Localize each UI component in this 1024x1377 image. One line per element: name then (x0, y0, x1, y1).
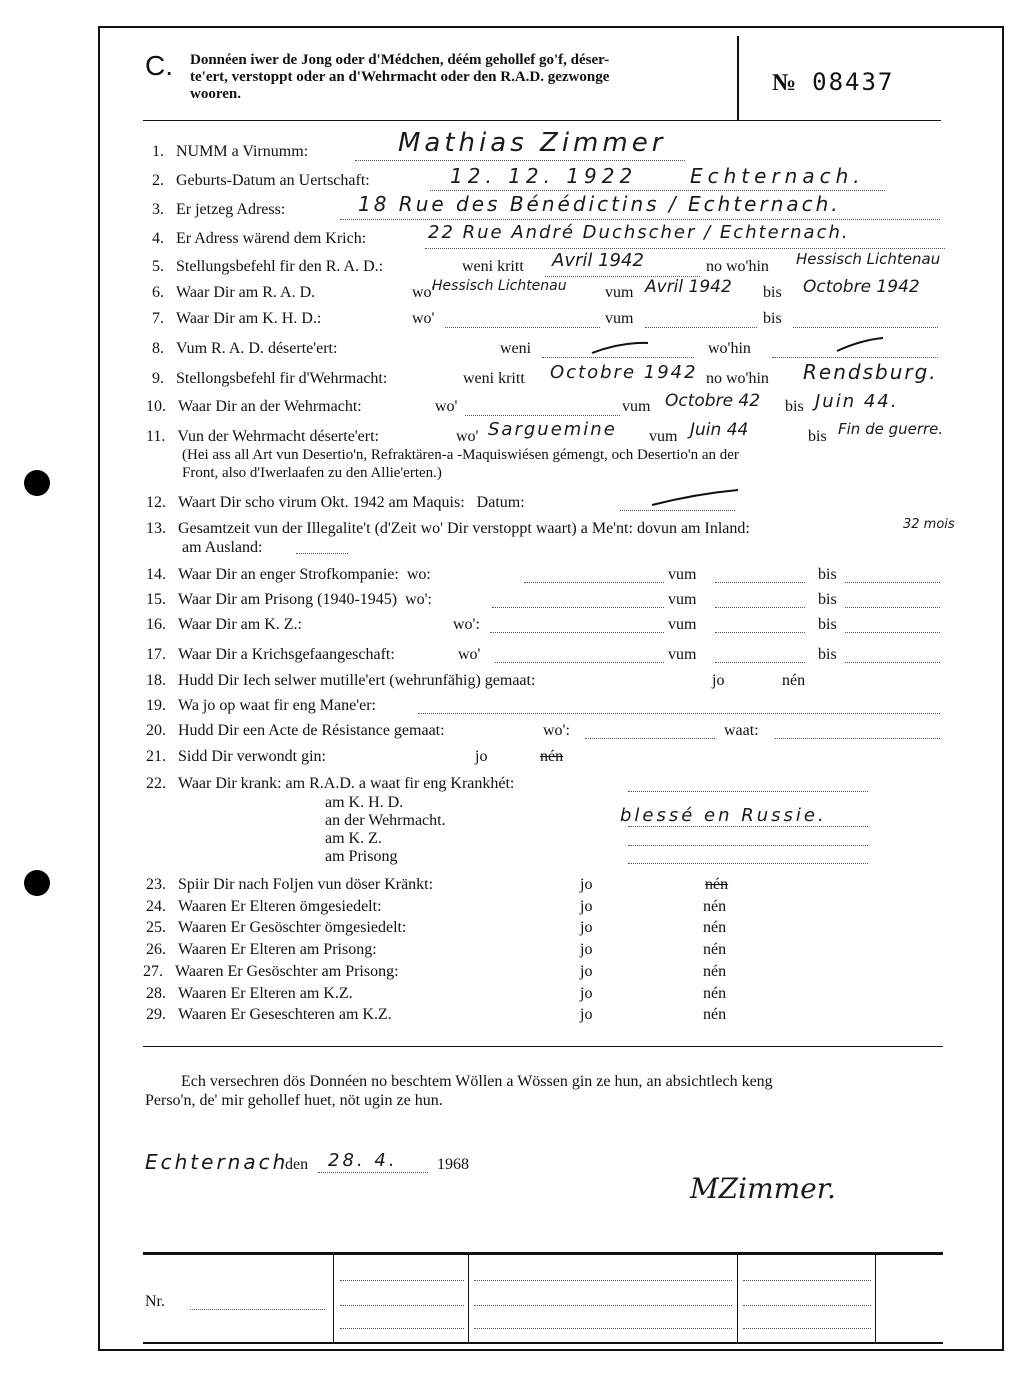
vum-label: vum (668, 566, 697, 583)
wehrmacht-until-value: Juin 44. (815, 391, 899, 412)
row-label: Waar Dir an der Wehrmacht: (178, 398, 362, 415)
nen-option[interactable]: nén (703, 898, 727, 915)
sub-label: am K. Z. (325, 830, 382, 847)
jo-option[interactable]: jo (712, 672, 725, 689)
row-18 (146, 672, 535, 690)
row-number: 21. (146, 748, 166, 765)
row-number: 2. (152, 172, 164, 189)
row-number: 17. (146, 646, 166, 663)
wehrmacht-place-value: Rendsburg. (803, 360, 938, 384)
row-label: Geburts-Datum an Uertschaft: (176, 172, 370, 189)
signature-place: Echternach (145, 1150, 289, 1174)
answer-line[interactable] (585, 738, 715, 739)
header-title-line: wooren. (190, 86, 241, 102)
wohin-label: wo'hin (708, 340, 751, 357)
answer-line[interactable] (445, 327, 600, 328)
header-title-line: Donnéen iwer de Jong oder d'Médchen, déém gehollef go'f, déser- (190, 52, 610, 68)
header-title (190, 52, 609, 103)
strike-mark (835, 336, 885, 354)
answer-line[interactable] (793, 327, 938, 328)
frame-right (1002, 26, 1004, 1351)
row-label: Spiir Dir nach Foljen vun döser Kränkt: (178, 876, 434, 893)
vum-label: vum (622, 398, 651, 415)
header-title-line: te'ert, verstoppt oder an d'Wehrmacht oder den R.A.D. gezwonge (190, 69, 610, 85)
section-letter: C. (145, 50, 173, 81)
answer-line[interactable] (425, 248, 945, 249)
answer-line[interactable] (845, 632, 940, 633)
row-label: Vun der Wehrmacht déserte'ert: (177, 428, 379, 445)
answer-line[interactable] (715, 662, 805, 663)
frame-bottom (98, 1349, 1004, 1351)
row-number: 22. (146, 775, 166, 792)
row-number: 28. (146, 985, 166, 1002)
row-13 (146, 520, 750, 538)
bis-label: bis (818, 591, 837, 608)
frame-top (98, 26, 1004, 28)
row-number: 8. (152, 340, 164, 357)
section-rule (143, 1046, 943, 1047)
row-25 (146, 919, 406, 937)
row-number: 7. (152, 310, 164, 327)
row-label: NUMM a Virnumm: (176, 143, 309, 160)
row-number: 29. (146, 1006, 166, 1023)
answer-line[interactable] (490, 632, 664, 633)
row-number: 25. (146, 919, 166, 936)
number-value: 08437 (812, 68, 895, 96)
signature: MZimmer. (690, 1172, 836, 1205)
row-label: Waaren Er Gesöschter am Prisong: (175, 963, 399, 980)
wo-label: wo' (456, 428, 479, 445)
row-number: 3. (152, 201, 164, 218)
footer-cell-line[interactable] (743, 1305, 871, 1306)
answer-line[interactable] (845, 582, 940, 583)
row-22 (146, 775, 514, 793)
row-6 (152, 284, 315, 302)
row-number: 11. (146, 428, 166, 445)
row-number: 13. (146, 520, 166, 537)
answer-line[interactable] (542, 357, 694, 358)
jo-option[interactable]: jo (580, 919, 593, 936)
row-label: Waar Dir an enger Strofkompanie: (178, 566, 399, 583)
row-21 (146, 748, 326, 766)
row-15 (146, 591, 432, 609)
footer-cell-line[interactable] (474, 1280, 732, 1281)
answer-line[interactable] (620, 510, 735, 511)
row-number: 5. (152, 258, 164, 275)
wo-label: wo' (412, 310, 435, 327)
row-14 (146, 566, 431, 584)
answer-line[interactable] (492, 607, 664, 608)
bis-label: bis (785, 398, 804, 415)
answer-line[interactable] (418, 713, 940, 714)
strike-mark (590, 340, 650, 356)
row-label: Waaren Er Geseschteren am K.Z. (178, 1006, 392, 1023)
wohin-label: no wo'hin (706, 370, 769, 387)
jo-option[interactable]: jo (475, 748, 488, 765)
row-label: Waaren Er Elteren ömgesiedelt: (178, 898, 382, 915)
wo-label: wo' (412, 284, 435, 301)
sub-label: am K. H. D. (325, 794, 404, 811)
row-label: Sidd Dir verwondt gin: (178, 748, 326, 765)
row-label: Gesamtzeit vun der Illegalite't (d'Zeit wo' Dir verstoppt waart) a Me'nt: dovun am Inland: (178, 520, 750, 537)
vum-label: vum (668, 646, 697, 663)
row-number: 1. (152, 143, 164, 160)
row-label: Waaren Er Gesöschter ömgesiedelt: (178, 919, 407, 936)
vum-label: vum (668, 616, 697, 633)
row-number: 12. (146, 494, 166, 511)
nen-option[interactable]: nén (703, 963, 727, 980)
wehrmacht-date-value: Octobre 1942 (550, 362, 698, 383)
vum-label: vum (605, 284, 634, 301)
row-label: Hudd Dir Iech selwer mutille'ert (wehrunfähig) gemaat: (178, 672, 536, 689)
bis-label: bis (763, 310, 782, 327)
answer-line[interactable] (340, 219, 940, 220)
wehrmacht-illness-value: blessé en Russie. (620, 805, 827, 826)
jo-option[interactable]: jo (580, 941, 593, 958)
declaration (145, 1072, 773, 1110)
frame-left (98, 26, 100, 1351)
bis-label: bis (763, 284, 782, 301)
row-11 (146, 428, 379, 446)
wehrmacht-from-value: Octobre 42 (665, 391, 761, 411)
jo-option[interactable]: jo (580, 898, 593, 915)
footer-col (468, 1254, 469, 1342)
footer-rule (143, 1342, 943, 1344)
answer-line[interactable] (715, 632, 805, 633)
answer-line[interactable] (628, 826, 868, 827)
rad-wohin-label: no wo'hin (706, 258, 769, 275)
row-9 (152, 370, 387, 388)
answer-line[interactable] (845, 662, 940, 663)
row-number: 15. (146, 591, 166, 608)
bis-label: bis (818, 566, 837, 583)
signature-year: 1968 (437, 1156, 469, 1173)
rad-from-value: Avril 1942 (645, 277, 732, 297)
nen-option[interactable]: nén (703, 919, 727, 936)
declaration-line: Ech versechren dös Donnéen no beschtem Wöllen a Wössen gin ze hun, an absichtlech keng (181, 1073, 773, 1090)
footer-cell-line[interactable] (474, 1305, 732, 1306)
footer-cell-line[interactable] (340, 1280, 464, 1281)
answer-line[interactable] (715, 607, 805, 608)
nen-option[interactable]: nén (703, 941, 727, 958)
row-28 (146, 985, 353, 1003)
footer-cell-line[interactable] (743, 1328, 871, 1329)
bis-label: bis (818, 616, 837, 633)
row-number: 24. (146, 898, 166, 915)
row-1 (152, 143, 308, 161)
answer-line[interactable] (628, 863, 868, 864)
rad-where-value: Hessisch Lichtenau (432, 278, 567, 294)
row-label: Hudd Dir een Acte de Résistance gemaat: (178, 722, 445, 739)
den-label: den (285, 1156, 309, 1173)
row-2 (152, 172, 370, 190)
nen-option[interactable]: nén (703, 985, 727, 1002)
row-number: 26. (146, 941, 166, 958)
nen-option[interactable]: nén (703, 1006, 727, 1023)
vum-label: vum (668, 591, 697, 608)
row-17 (146, 646, 395, 664)
desertion-from-value: Juin 44 (690, 420, 749, 440)
answer-line[interactable] (524, 582, 664, 583)
sub-label: am Prisong (325, 848, 398, 865)
answer-line[interactable] (355, 160, 685, 161)
number-sign: № (772, 70, 797, 96)
footer-col (737, 1254, 738, 1342)
wo-label: wo' (458, 646, 481, 663)
row-27 (143, 963, 399, 981)
row-label: Waar Dir am K. H. D.: (176, 310, 322, 327)
footer-cell-line[interactable] (743, 1280, 871, 1281)
row-number: 16. (146, 616, 166, 633)
row-label: Waar Dir am R. A. D. (176, 284, 316, 301)
jo-option[interactable]: jo (580, 876, 593, 893)
row-label: Waaren Er Elteren am Prisong: (178, 941, 377, 958)
footer-nr-label: Nr. (145, 1293, 165, 1310)
row-label: Waar Dir krank: am R.A.D. a waat fir eng Krankhét: (178, 775, 515, 792)
birth-place-value: Echternach. (690, 164, 865, 188)
nen-option[interactable]: nén (540, 748, 564, 765)
name-value: Mathias Zimmer (398, 128, 667, 158)
answer-line[interactable] (318, 1172, 428, 1173)
vum-label: vum (605, 310, 634, 327)
jo-option[interactable]: jo (580, 963, 593, 980)
datum-label: Datum: (476, 494, 525, 511)
header-divider (737, 36, 739, 120)
row-10 (146, 398, 362, 416)
row-number: 20. (146, 722, 166, 739)
row-3 (152, 201, 285, 219)
wo-label: wo: (406, 566, 431, 583)
answer-line[interactable] (430, 190, 885, 191)
nen-option[interactable]: nén (705, 876, 729, 893)
weni-label: weni (500, 340, 532, 357)
row-number: 23. (146, 876, 166, 893)
answer-line[interactable] (775, 738, 940, 739)
vum-label: vum (649, 428, 678, 445)
row-23 (146, 876, 433, 894)
nen-option[interactable]: nén (782, 672, 806, 689)
answer-line[interactable] (495, 662, 664, 663)
answer-line[interactable] (628, 791, 868, 792)
row-8 (152, 340, 337, 358)
desertion-place-value: Sarguemine (488, 419, 617, 440)
row-19 (146, 697, 376, 715)
row-number: 4. (152, 230, 164, 247)
footer-cell-line[interactable] (340, 1305, 464, 1306)
row-12 (146, 494, 525, 512)
illegality-inland-value: 32 mois (903, 517, 955, 532)
row-11-note: Front, also d'Iwerlaafen zu den Allie'erten.) (182, 465, 442, 481)
row-label: Vum R. A. D. déserte'ert: (176, 340, 338, 357)
rad-place-value: Hessisch Lichtenau (796, 250, 941, 268)
row-label: Waar Dir a Krichsgefaangeschaft: (178, 646, 395, 663)
sub-label: an der Wehrmacht. (325, 812, 446, 829)
declaration-line: Perso'n, de' mir gehollef huet, nöt ugin ze hun. (145, 1092, 443, 1109)
row-number: 14. (146, 566, 166, 583)
row-label: Er jetzeg Adress: (176, 201, 286, 218)
row-label: Stellungsbefehl fir den R. A. D.: (176, 258, 384, 275)
form-number (772, 68, 894, 97)
row-29 (146, 1006, 392, 1024)
row-number: 6. (152, 284, 164, 301)
row-number: 19. (146, 697, 166, 714)
row-label: Er Adress wärend dem Krich: (176, 230, 367, 247)
row-4 (152, 230, 366, 248)
current-address-value: 18 Rue des Bénédictins / Echternach. (358, 192, 841, 216)
row-number: 9. (152, 370, 164, 387)
waat-label: waat: (724, 722, 759, 739)
footer-col (333, 1254, 334, 1342)
row-label: Waar Dir am K. Z.: (178, 616, 302, 633)
footer-cell-line[interactable] (340, 1328, 464, 1329)
answer-line[interactable] (845, 607, 940, 608)
answer-line[interactable] (772, 357, 938, 358)
row-label: Waart Dir scho virum Okt. 1942 am Maquis: (178, 494, 465, 511)
row-label: Stellongsbefehl fir d'Wehrmacht: (176, 370, 388, 387)
answer-line[interactable] (645, 327, 757, 328)
row-label: Waar Dir am Prisong (1940-1945) (178, 591, 398, 608)
row-number: 18. (146, 672, 166, 689)
header-rule (143, 120, 941, 121)
jo-option[interactable]: jo (580, 1006, 593, 1023)
bis-label: bis (808, 428, 827, 445)
birth-date-value: 12. 12. 1922 (450, 164, 638, 188)
answer-line[interactable] (628, 845, 868, 846)
answer-line[interactable] (465, 415, 620, 416)
footer-cell-line[interactable] (474, 1328, 732, 1329)
footer-col (875, 1254, 876, 1342)
answer-line[interactable] (715, 582, 805, 583)
jo-option[interactable]: jo (580, 985, 593, 1002)
rad-until-value: Octobre 1942 (803, 277, 920, 297)
war-address-value: 22 Rue André Duchscher / Echternach. (428, 222, 850, 243)
row-24 (146, 898, 382, 916)
row-7 (152, 310, 321, 328)
row-number: 27. (143, 963, 163, 980)
strike-mark (650, 488, 740, 508)
row-11-note: (Hei ass all Art vun Desertio'n, Refraktären-a -Maquiswiésen gémengt, och Desertio'n an der (182, 447, 739, 463)
punch-hole (24, 870, 50, 896)
wo-label: wo' (435, 398, 458, 415)
footer-rule (143, 1252, 943, 1255)
desertion-until-value: Fin de guerre. (838, 420, 944, 438)
row-5 (152, 258, 383, 276)
row-16 (146, 616, 302, 634)
row-26 (146, 941, 377, 959)
answer-line[interactable] (296, 553, 348, 554)
row-label: Waaren Er Elteren am K.Z. (178, 985, 353, 1002)
signature-date: 28. 4. (328, 1150, 398, 1171)
footer-nr-line[interactable] (190, 1309, 325, 1310)
wo-label: wo': (453, 616, 480, 633)
rad-weni-label: weni kritt (462, 258, 524, 275)
row-20 (146, 722, 445, 740)
wo-label: wo': (405, 591, 432, 608)
weni-label: weni kritt (463, 370, 525, 387)
bis-label: bis (818, 646, 837, 663)
rad-date-value: Avril 1942 (552, 250, 644, 271)
row-label: Wa jo op waat fir eng Mane'er: (178, 697, 376, 714)
row-22-sub (325, 794, 446, 866)
row-13-ausland: am Ausland: (182, 539, 263, 556)
wo-label: wo': (543, 722, 570, 739)
row-number: 10. (146, 398, 166, 415)
punch-hole (24, 470, 50, 496)
